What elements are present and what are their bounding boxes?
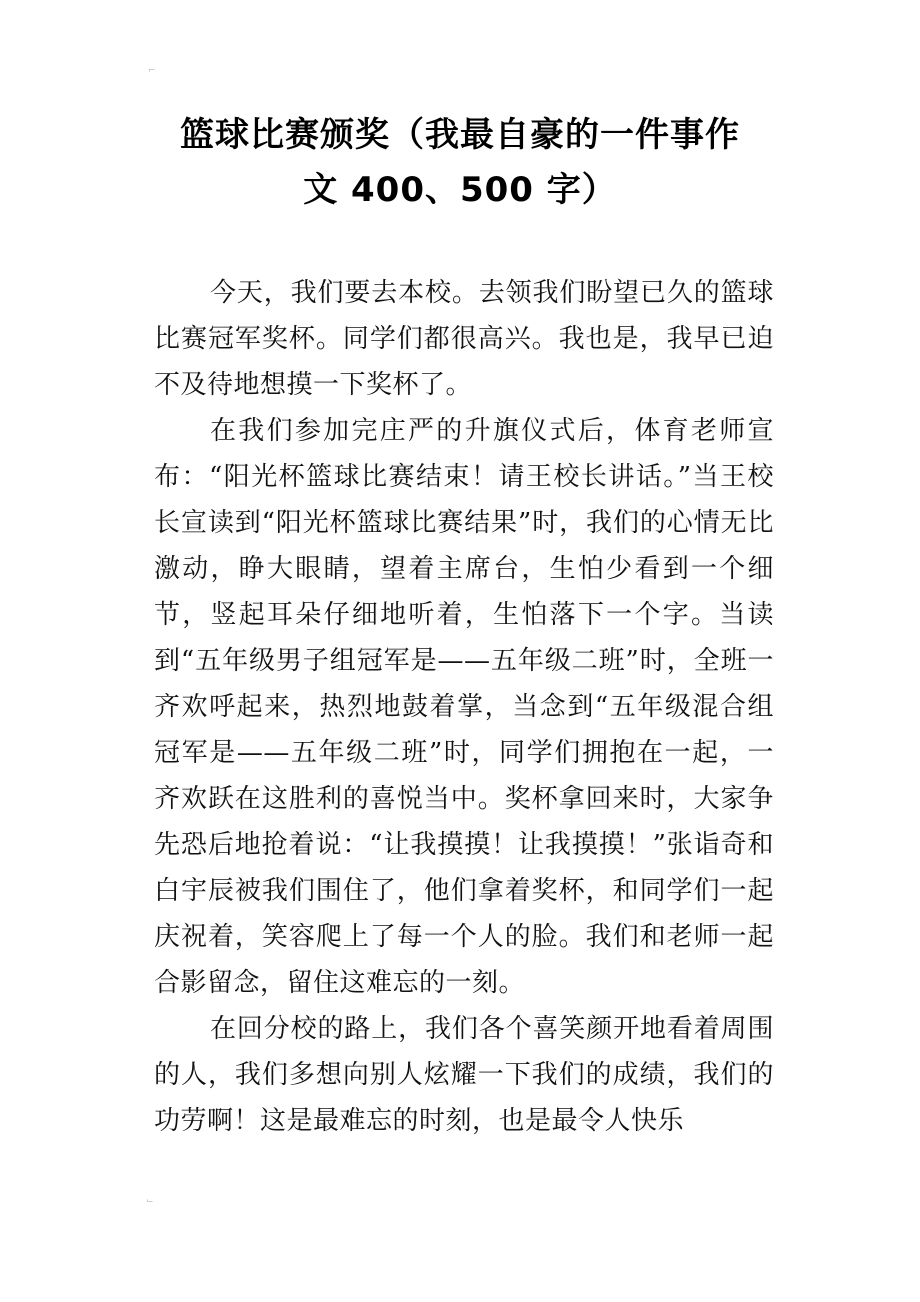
title-line-2: 文 400、500 字） [303, 170, 617, 210]
document-body [154, 270, 774, 1144]
corner-mark-bottom: ⌙ [146, 1196, 154, 1206]
paragraph-2: 在我们参加完庄严的升旗仪式后，体育老师宣布：“阳光杯篮球比赛结束！请王校长讲话。”当王校长宣读到“阳光杯篮球比赛结果”时，我们的心情无比激动，睁大眼睛，望着主席台，生怕少看到一个细节，竖起耳朵仔细地听着，生怕落下一个字。当读到“五年级男子组冠军是——五年级二班”时，全班一齐欢呼起来，热烈地鼓着掌，当念到“五年级混合组冠军是——五年级二班”时，同学们拥抱在一起，一齐欢跃在这胜利的喜悦当中。奖杯拿回来时，大家争先恐后地抢着说：“让我摸摸！让我摸摸！”张诣奇和白宇辰被我们围住了，他们拿着奖杯，和同学们一起庆祝着，笑容爬上了每一个人的脸。我们和老师一起合影留念，留住这难忘的一刻。 [154, 416, 774, 998]
corner-mark-top: ⌐ [148, 66, 156, 76]
document-title [150, 108, 770, 218]
paragraph-1: 今天，我们要去本校。去领我们盼望已久的篮球比赛冠军奖杯。同学们都很高兴。我也是，我早已迫不及待地想摸一下奖杯了。 [154, 278, 774, 400]
paragraph-3: 在回分校的路上，我们各个喜笑颜开地看着周围的人，我们多想向别人炫耀一下我们的成绩，我们的功劳啊！这是最难忘的时刻，也是最令人快乐 [154, 1014, 774, 1136]
title-line-1: 篮球比赛颁奖（我最自豪的一件事作 [180, 115, 740, 155]
